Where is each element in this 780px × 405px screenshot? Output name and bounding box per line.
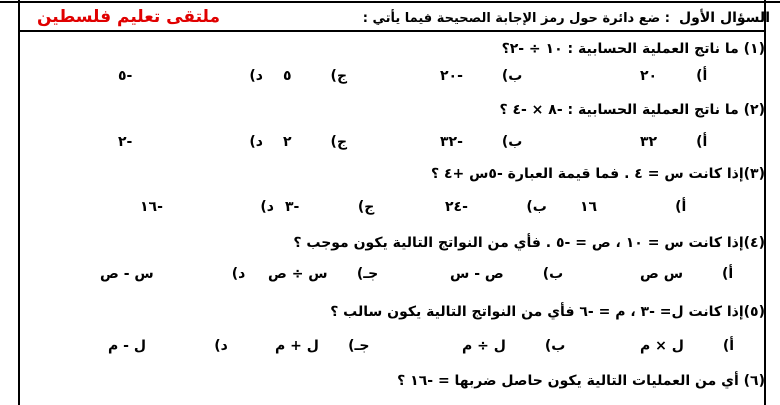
option-letter: أ) [696, 134, 708, 150]
option-value: -٥ [118, 68, 133, 84]
option-letter: د) [214, 338, 228, 354]
option-letter: أ) [722, 266, 734, 282]
option-letter: ب) [501, 68, 523, 84]
q5-option-a[interactable] [640, 334, 734, 358]
question-3: (٣)إذا كانت س = ٤ . فما قيمة العبارة -٥س +٤ ؟ [430, 166, 765, 182]
q2-option-c[interactable] [283, 130, 347, 154]
option-value: ٢ [283, 134, 292, 150]
option-value: ٥ [283, 68, 292, 84]
q3-option-d[interactable] [140, 195, 274, 219]
q4-option-d[interactable] [100, 262, 245, 286]
option-value: -٣٢ [440, 134, 463, 150]
q3-option-a[interactable] [580, 195, 686, 219]
section-instruction: : ضع دائرة حول رمز الإجابة الصحيحة فيما يأتي : [362, 11, 670, 26]
option-letter: د) [231, 266, 246, 282]
q1-option-d[interactable] [118, 64, 263, 88]
header-underline [18, 30, 766, 32]
q2-option-a[interactable] [640, 130, 707, 154]
option-value: ل ÷ م [462, 338, 506, 354]
q3-option-b[interactable] [445, 195, 547, 219]
option-value: -٢ [118, 134, 133, 150]
option-value: س ÷ ص [268, 266, 328, 282]
option-letter: أ) [722, 338, 735, 354]
option-letter: ج) [357, 199, 375, 215]
option-letter: ج) [330, 68, 348, 84]
option-value: س ص [640, 266, 684, 282]
question-4: (٤)إذا كانت س = ١٠ ، ص = -٥ . فأي من النواتج التالية يكون موجب ؟ [293, 235, 765, 251]
question-6: (٦) أي من العمليات التالية يكون حاصل ضربها = -١٦ ؟ [397, 373, 765, 389]
option-letter: ج) [330, 134, 348, 150]
option-value: -٢٤ [445, 199, 468, 215]
option-value: ل - م [108, 338, 146, 354]
option-letter: ب) [542, 266, 564, 282]
option-value: ل + م [275, 338, 319, 354]
question-1: (١) ما ناتج العملية الحسابية : ١٠ ÷ -٢؟ [501, 41, 765, 57]
question-2: (٢) ما ناتج العملية الحسابية : -٨ × -٤ ؟ [499, 102, 765, 118]
option-value: ص - س [450, 266, 504, 282]
option-value: ٢٠ [640, 68, 658, 84]
option-letter: د) [260, 199, 274, 215]
section-title: السؤال الأول [679, 10, 770, 26]
q1-option-b[interactable] [440, 64, 522, 88]
option-letter: د) [249, 134, 263, 150]
option-value: ١٦ [580, 199, 598, 215]
q5-option-c[interactable] [275, 334, 369, 358]
brand-title: ملتقى تعليم فلسطين [36, 7, 220, 27]
q4-option-a[interactable] [640, 262, 733, 286]
option-letter: ب) [544, 338, 566, 354]
option-letter: جـ) [356, 266, 379, 282]
q4-option-c[interactable] [268, 262, 378, 286]
option-letter: ب) [526, 199, 547, 215]
q4-option-b[interactable] [450, 262, 563, 286]
question-5-options [0, 334, 780, 358]
option-letter: أ) [696, 68, 708, 84]
q2-option-d[interactable] [118, 130, 263, 154]
section-header [250, 6, 770, 28]
q3-option-c[interactable] [285, 195, 374, 219]
option-letter: أ) [675, 199, 687, 215]
q5-option-b[interactable] [462, 334, 565, 358]
question-1-options [0, 64, 780, 88]
option-letter: جـ) [348, 338, 370, 354]
question-5: (٥)إذا كانت ل= -٣ ، م = -٦ فأي من النواتج التالية يكون سالب ؟ [330, 304, 765, 320]
q5-option-d[interactable] [108, 334, 228, 358]
question-4-options [0, 262, 780, 286]
q1-option-c[interactable] [283, 64, 347, 88]
q1-option-a[interactable] [640, 64, 707, 88]
option-value: -١٦ [140, 199, 163, 215]
option-letter: د) [249, 68, 263, 84]
option-value: ل × م [640, 338, 684, 354]
option-value: ٣٢ [640, 134, 658, 150]
option-value: -٢٠ [440, 68, 463, 84]
q2-option-b[interactable] [440, 130, 522, 154]
option-value: -٣ [285, 199, 300, 215]
option-value: س - ص [100, 266, 154, 282]
option-letter: ب) [501, 134, 523, 150]
top-border [0, 1, 780, 3]
question-2-options [0, 130, 780, 154]
question-3-options [0, 195, 780, 219]
